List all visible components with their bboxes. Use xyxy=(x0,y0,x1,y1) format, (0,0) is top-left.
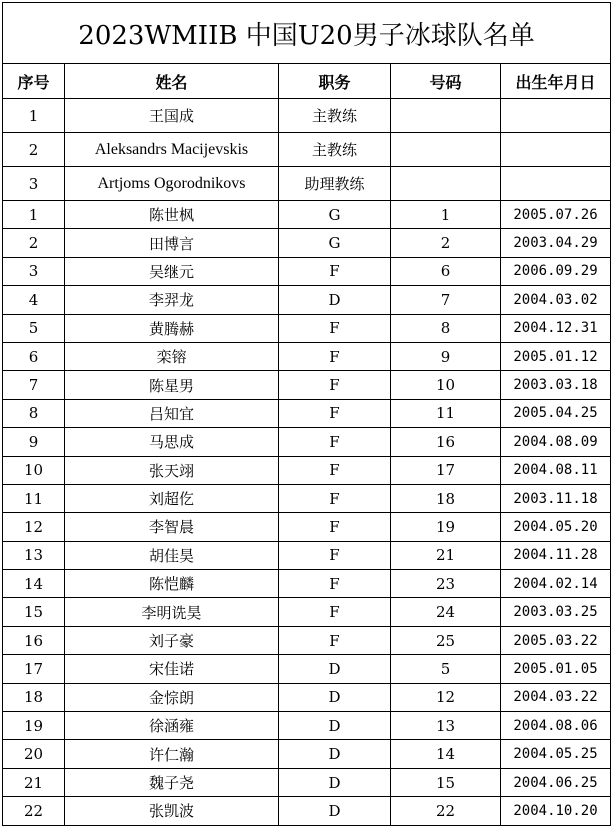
staff-no-cell: 2 xyxy=(3,133,65,167)
player-no-cell: 2 xyxy=(3,229,65,257)
player-role-cell: F xyxy=(279,257,391,285)
player-role-cell: F xyxy=(279,371,391,399)
staff-name-cell: 王国成 xyxy=(65,99,279,133)
player-row xyxy=(3,428,611,456)
player-row xyxy=(3,371,611,399)
player-dob-cell: 2005.03.22 xyxy=(501,626,611,654)
player-no-cell: 9 xyxy=(3,428,65,456)
player-row xyxy=(3,740,611,768)
staff-number-cell xyxy=(391,99,501,133)
player-row xyxy=(3,655,611,683)
header-name: 姓名 xyxy=(65,64,279,99)
staff-dob-cell xyxy=(501,99,611,133)
roster-table xyxy=(2,2,611,826)
player-dob-cell: 2004.08.06 xyxy=(501,712,611,740)
player-no-cell: 15 xyxy=(3,598,65,626)
player-role-cell: F xyxy=(279,541,391,569)
player-no-cell: 17 xyxy=(3,655,65,683)
player-dob-cell: 2005.01.05 xyxy=(501,655,611,683)
player-number-cell: 14 xyxy=(391,740,501,768)
player-number-cell: 7 xyxy=(391,286,501,314)
player-number-cell: 9 xyxy=(391,342,501,370)
staff-row xyxy=(3,99,611,133)
player-role-cell: F xyxy=(279,570,391,598)
player-role-cell: F xyxy=(279,428,391,456)
player-dob-cell: 2003.03.25 xyxy=(501,598,611,626)
player-row xyxy=(3,626,611,654)
staff-dob-cell xyxy=(501,167,611,201)
player-number-cell: 17 xyxy=(391,456,501,484)
player-role-cell: D xyxy=(279,768,391,796)
player-number-cell: 21 xyxy=(391,541,501,569)
player-dob-cell: 2004.03.22 xyxy=(501,683,611,711)
player-row xyxy=(3,484,611,512)
header-row xyxy=(3,64,611,99)
player-no-cell: 18 xyxy=(3,683,65,711)
player-no-cell: 20 xyxy=(3,740,65,768)
player-name-cell: 金悰朗 xyxy=(65,683,279,711)
player-role-cell: F xyxy=(279,314,391,342)
staff-row xyxy=(3,167,611,201)
player-number-cell: 2 xyxy=(391,229,501,257)
player-dob-cell: 2004.10.20 xyxy=(501,797,611,825)
player-no-cell: 7 xyxy=(3,371,65,399)
player-name-cell: 徐涵雍 xyxy=(65,712,279,740)
header-dob: 出生年月日 xyxy=(501,64,611,99)
player-role-cell: D xyxy=(279,740,391,768)
player-role-cell: F xyxy=(279,399,391,427)
player-dob-cell: 2005.04.25 xyxy=(501,399,611,427)
player-name-cell: 栾镕 xyxy=(65,342,279,370)
player-role-cell: F xyxy=(279,598,391,626)
player-number-cell: 16 xyxy=(391,428,501,456)
player-role-cell: D xyxy=(279,655,391,683)
header-no: 序号 xyxy=(3,64,65,99)
player-row xyxy=(3,399,611,427)
player-dob-cell: 2005.07.26 xyxy=(501,201,611,229)
player-name-cell: 吴继元 xyxy=(65,257,279,285)
player-dob-cell: 2004.12.31 xyxy=(501,314,611,342)
player-row xyxy=(3,342,611,370)
player-number-cell: 1 xyxy=(391,201,501,229)
player-role-cell: F xyxy=(279,626,391,654)
player-number-cell: 15 xyxy=(391,768,501,796)
player-name-cell: 黄腾赫 xyxy=(65,314,279,342)
player-row xyxy=(3,286,611,314)
player-number-cell: 11 xyxy=(391,399,501,427)
header-role: 职务 xyxy=(279,64,391,99)
player-role-cell: F xyxy=(279,513,391,541)
player-role-cell: F xyxy=(279,456,391,484)
player-row xyxy=(3,201,611,229)
table-title: 2023WMIIB 中国U20男子冰球队名单 xyxy=(3,3,611,64)
staff-role-cell: 主教练 xyxy=(279,133,391,167)
player-role-cell: D xyxy=(279,797,391,825)
player-dob-cell: 2004.06.25 xyxy=(501,768,611,796)
title-row xyxy=(3,3,611,64)
player-dob-cell: 2004.03.02 xyxy=(501,286,611,314)
player-row xyxy=(3,712,611,740)
player-no-cell: 16 xyxy=(3,626,65,654)
player-number-cell: 18 xyxy=(391,484,501,512)
player-no-cell: 19 xyxy=(3,712,65,740)
player-number-cell: 13 xyxy=(391,712,501,740)
player-name-cell: 陈世枫 xyxy=(65,201,279,229)
player-number-cell: 25 xyxy=(391,626,501,654)
player-number-cell: 23 xyxy=(391,570,501,598)
player-no-cell: 12 xyxy=(3,513,65,541)
player-name-cell: 刘超仡 xyxy=(65,484,279,512)
player-row xyxy=(3,768,611,796)
player-name-cell: 马思成 xyxy=(65,428,279,456)
player-name-cell: 李明诜昊 xyxy=(65,598,279,626)
staff-number-cell xyxy=(391,167,501,201)
player-no-cell: 6 xyxy=(3,342,65,370)
player-row xyxy=(3,257,611,285)
player-name-cell: 张天翊 xyxy=(65,456,279,484)
player-dob-cell: 2004.08.09 xyxy=(501,428,611,456)
staff-dob-cell xyxy=(501,133,611,167)
player-name-cell: 魏子尧 xyxy=(65,768,279,796)
player-row xyxy=(3,683,611,711)
player-number-cell: 22 xyxy=(391,797,501,825)
player-dob-cell: 2003.04.29 xyxy=(501,229,611,257)
player-dob-cell: 2004.05.25 xyxy=(501,740,611,768)
player-row xyxy=(3,456,611,484)
player-role-cell: G xyxy=(279,201,391,229)
player-row xyxy=(3,570,611,598)
player-no-cell: 13 xyxy=(3,541,65,569)
staff-row xyxy=(3,133,611,167)
player-row xyxy=(3,541,611,569)
player-number-cell: 5 xyxy=(391,655,501,683)
player-row xyxy=(3,314,611,342)
staff-no-cell: 3 xyxy=(3,167,65,201)
player-row xyxy=(3,598,611,626)
player-row xyxy=(3,513,611,541)
player-number-cell: 19 xyxy=(391,513,501,541)
player-row xyxy=(3,797,611,825)
header-number: 号码 xyxy=(391,64,501,99)
player-no-cell: 3 xyxy=(3,257,65,285)
player-role-cell: D xyxy=(279,286,391,314)
player-no-cell: 11 xyxy=(3,484,65,512)
player-no-cell: 1 xyxy=(3,201,65,229)
player-name-cell: 李羿龙 xyxy=(65,286,279,314)
player-role-cell: D xyxy=(279,712,391,740)
player-number-cell: 24 xyxy=(391,598,501,626)
roster-sheet xyxy=(2,2,610,832)
player-number-cell: 8 xyxy=(391,314,501,342)
player-number-cell: 10 xyxy=(391,371,501,399)
staff-role-cell: 助理教练 xyxy=(279,167,391,201)
player-name-cell: 胡佳昊 xyxy=(65,541,279,569)
player-dob-cell: 2004.05.20 xyxy=(501,513,611,541)
player-dob-cell: 2004.08.11 xyxy=(501,456,611,484)
player-name-cell: 田博言 xyxy=(65,229,279,257)
player-name-cell: 许仁瀚 xyxy=(65,740,279,768)
player-number-cell: 6 xyxy=(391,257,501,285)
player-no-cell: 10 xyxy=(3,456,65,484)
player-name-cell: 吕知宜 xyxy=(65,399,279,427)
player-dob-cell: 2004.02.14 xyxy=(501,570,611,598)
player-role-cell: G xyxy=(279,229,391,257)
player-role-cell: F xyxy=(279,484,391,512)
player-name-cell: 李智晨 xyxy=(65,513,279,541)
player-dob-cell: 2003.03.18 xyxy=(501,371,611,399)
player-no-cell: 22 xyxy=(3,797,65,825)
staff-name-cell: Artjoms Ogorodnikovs xyxy=(65,167,279,201)
player-no-cell: 5 xyxy=(3,314,65,342)
staff-number-cell xyxy=(391,133,501,167)
staff-name-cell: Aleksandrs Macijevskis xyxy=(65,133,279,167)
staff-no-cell: 1 xyxy=(3,99,65,133)
player-name-cell: 刘子豪 xyxy=(65,626,279,654)
player-name-cell: 宋佳诺 xyxy=(65,655,279,683)
player-dob-cell: 2003.11.18 xyxy=(501,484,611,512)
player-role-cell: D xyxy=(279,683,391,711)
player-no-cell: 8 xyxy=(3,399,65,427)
player-dob-cell: 2004.11.28 xyxy=(501,541,611,569)
player-no-cell: 21 xyxy=(3,768,65,796)
player-no-cell: 14 xyxy=(3,570,65,598)
staff-role-cell: 主教练 xyxy=(279,99,391,133)
player-role-cell: F xyxy=(279,342,391,370)
player-name-cell: 陈恺麟 xyxy=(65,570,279,598)
player-dob-cell: 2006.09.29 xyxy=(501,257,611,285)
player-row xyxy=(3,229,611,257)
player-name-cell: 张凯波 xyxy=(65,797,279,825)
player-dob-cell: 2005.01.12 xyxy=(501,342,611,370)
player-name-cell: 陈星男 xyxy=(65,371,279,399)
player-number-cell: 12 xyxy=(391,683,501,711)
player-no-cell: 4 xyxy=(3,286,65,314)
